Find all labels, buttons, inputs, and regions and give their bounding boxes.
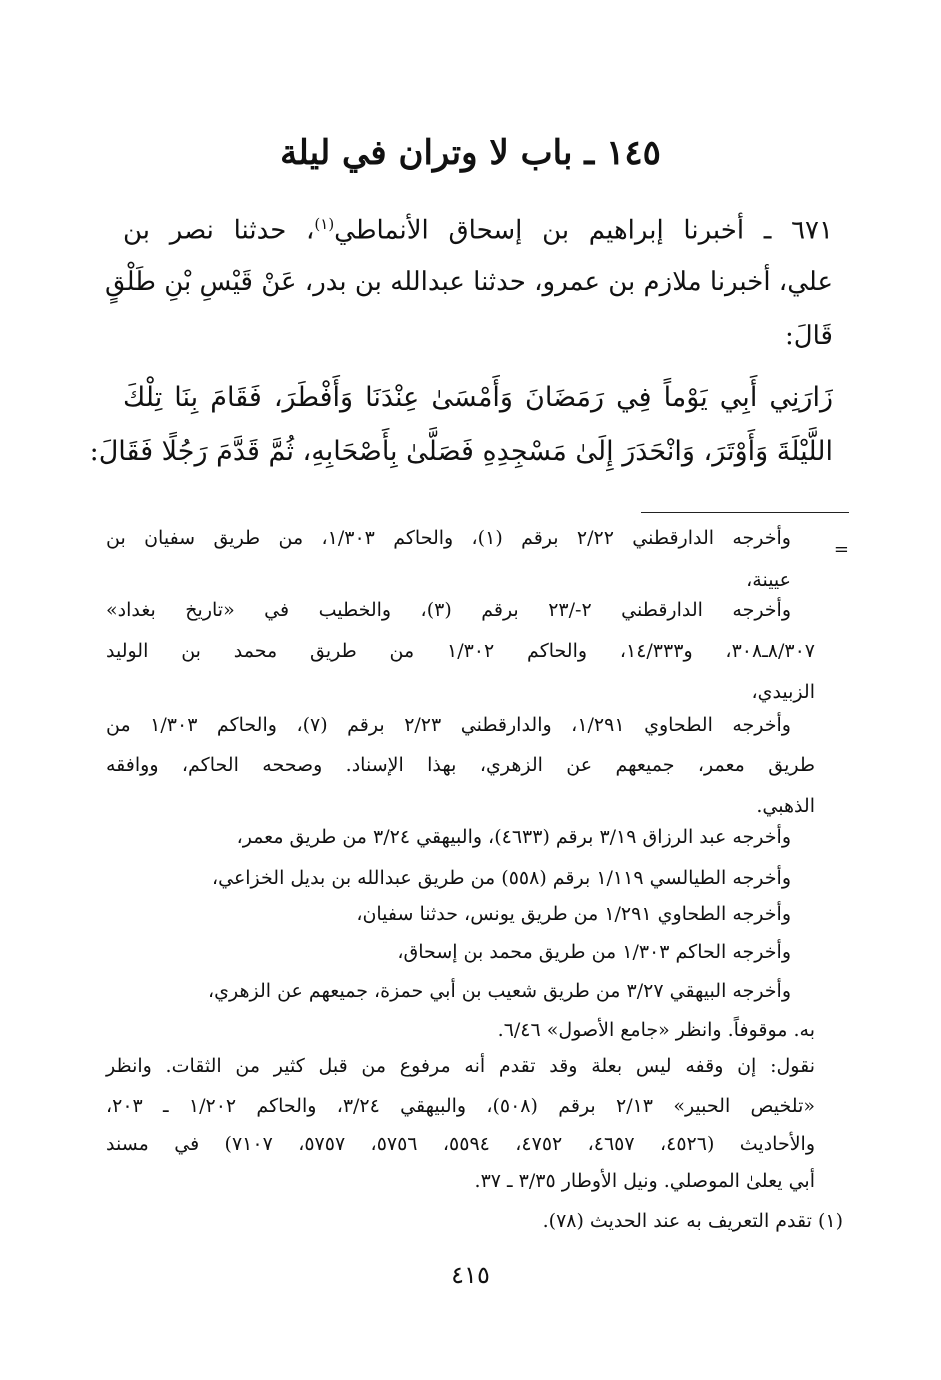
footnote-line-9: وأخرجه عبد الرزاق ٣/١٩ برقم (٤٦٣٣)، والبيهقي ٣/٢٤ من طريق معمر،: [236, 826, 791, 848]
footnote-line-4: ٨/٣٠٧ـ٣٠٨، و١٤/٣٣٣، والحاكم ١/٣٠٢ من طريق محمد بن الوليد: [106, 640, 815, 662]
footnote-line-1: وأخرجه الدارقطني ٢/٢٢ برقم (١)، والحاكم ١/٣٠٣، من طريق سفيان بن: [106, 527, 791, 549]
footnote-line-18: أبي يعلىٰ الموصلي. ونيل الأوطار ٣/٣٥ ـ ٣٧.: [474, 1170, 815, 1192]
footnote-line-6: وأخرجه الطحاوي ١/٢٩١، والدارقطني ٢/٢٣ برقم (٧)، والحاكم ١/٣٠٣ من: [106, 714, 791, 736]
footnote-line-5: الزبيدي،: [751, 681, 815, 703]
footnote-line-7: طريق معمر، جميعهم عن الزهري، بهذا الإسناد. وصححه الحاكم، ووافقه: [106, 754, 815, 776]
matn-line-1: زَارَنِي أَبِي يَوْماً فِي رَمَضَانَ وَأَمْسَىٰ عِنْدَنَا وَأَفْطَرَ، فَقَامَ بِنَا تِلْكَ: [123, 382, 833, 413]
footnote-line-8: الذهبي.: [756, 795, 815, 817]
isnad-line-1: [123, 204, 833, 251]
footnote-reference: (١): [314, 215, 335, 233]
footnote-line-11: وأخرجه الطحاوي ١/٢٩١ من طريق يونس، حدثنا سفيان،: [356, 903, 791, 925]
chapter-title: ١٤٥ ـ باب لا وتران في ليلة: [280, 133, 661, 173]
footnote-line-12: وأخرجه الحاكم ١/٣٠٣ من طريق محمد بن إسحاق،: [397, 941, 791, 963]
footnote-line-3: وأخرجه الدارقطني ٢-/٢٣ برقم (٣)، والخطيب في «تاريخ بغداد»: [106, 599, 792, 621]
footnote-line-17: والأحاديث (٤٥٢٦، ٤٦٥٧، ٤٧٥٢، ٥٥٩٤، ٥٧٥٦، ٥٧٥٧، ٧١٠٧) في مسند: [106, 1133, 815, 1155]
footnote-line-16: «تلخيص الحبير» ٢/١٣ برقم (٥٠٨)، والبيهقي ٣/٢٤، والحاكم ١/٢٠٢ ـ ٢٠٣،: [106, 1095, 815, 1117]
isnad-line-1-start: ٦٧١ ـ أخبرنا إبراهيم بن إسحاق الأنماطي: [334, 215, 833, 246]
isnad-line-3: قَالَ:: [784, 321, 833, 351]
footnote-line-13: وأخرجه البيهقي ٣/٢٧ من طريق شعيب بن أبي حمزة، جميعهم عن الزهري،: [207, 980, 791, 1002]
isnad-line-2: علي، أخبرنا ملازم بن عمرو، حدثنا عبدالله بن بدر، عَنْ قَيْسِ بْنِ طَلْقٍ: [105, 267, 833, 297]
page-number: ٤١٥: [451, 1261, 490, 1289]
matn-line-2: اللَّيْلَةَ وَأَوْتَرَ، وَانْحَدَرَ إِلَىٰ مَسْجِدِهِ فَصَلَّىٰ بِأَصْحَابِهِ، ثُمَّ قَدَّمَ رَجُلًا فَقَالَ:: [89, 436, 833, 467]
isnad-line-1-end: ، حدثنا نصر بن: [123, 215, 315, 246]
footnote-line-14: به. موقوفاً. وانظر «جامع الأصول» ٦/٤٦.: [497, 1019, 815, 1041]
footnote-line-10: وأخرجه الطيالسي ١/١١٩ برقم (٥٥٨) من طريق عبدالله بن بديل الخزاعي،: [211, 867, 791, 889]
footnote-divider: [641, 512, 849, 513]
footnote-line-19: (١) تقدم التعريف به عند الحديث (٧٨).: [542, 1210, 843, 1232]
footnote-line-15: نقول: إن وقفه ليس بعلة وقد تقدم أنه مرفوع من قبل كثير من الثقات. وانظر: [106, 1055, 815, 1077]
footnote-line-2: عيينة،: [746, 569, 791, 591]
footnote-continuation-mark: =: [833, 539, 849, 560]
